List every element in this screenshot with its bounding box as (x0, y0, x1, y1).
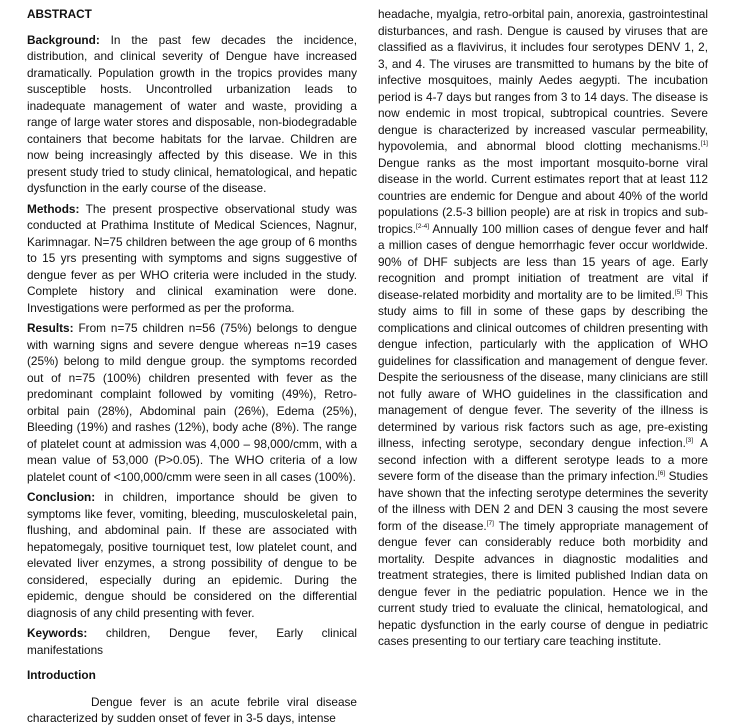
abstract-keywords (27, 625, 357, 658)
citation-6: [6] (657, 470, 666, 478)
results-label: Results: (27, 321, 74, 335)
introduction-paragraph-start: Dengue fever is an acute febrile viral disease characterized by sudden onset of fever in 3-5 days, intense (27, 694, 357, 725)
methods-text: The present prospective observational study was conducted at Prathima Institute of Medical Sciences, Nagnur, Karimnagar. N=75 children between the age group of 6 months to 15 yrs presenting with symptoms and signs suggestive of dengue fever as per WHO criteria were included in the study. Complete history and clinical examination were done. Investigations were performed as per the proforma. (27, 201, 357, 315)
intro-text-f: Studies have shown that the infecting serotype determines the severity of the illness with DEN 2 and DEN 3 causing the most severe form of the disease. (378, 469, 708, 533)
introduction-paragraph-continued (378, 6, 708, 650)
abstract-heading: ABSTRACT (27, 7, 92, 21)
intro-text-g: The timely appropriate management of dengue fever can considerably reduce both morbidity and mortality. Despite advances in diagnostic modalities and treatment strategies, there is limited published Indian data on dengue fever in the pediatric population. Hence we in the current study tried to evaluate the clinical, hematological, and hepatic dysfunction in the early course of dengue in pediatric cases presenting to our tertiary care teaching institute. (378, 518, 708, 648)
citation-1: [1] (700, 140, 708, 148)
intro-text-b: Dengue ranks as the most important mosquito-borne viral disease in the world. Current estimates report that at least 112 countries are endemic for Dengue and about 40% of the world populations (2.5-3 billion people) are at risk in tropics and sub-tropics. (378, 155, 708, 236)
keywords-text: children, Dengue fever, Early clinical manifestations (27, 626, 357, 657)
citation-5: [5] (674, 288, 683, 296)
methods-label: Methods: (27, 201, 80, 216)
intro-text-e: A second infection with a different serotype leads to a more severe form of the disease than the primary infection. (378, 436, 708, 483)
background-text: In the past few decades the incidence, distribution, and clinical severity of Dengue have increased dramatically. Population growth in the tropics provides many susceptible hosts. Uncontrolled urbanization leads to inadequate management of water and waste, providing a range of large water stores and disposable, non-biodegradable containers that become habitats for the larvae. Children are now being increasingly affected by this disease. We in this present study tried to study clinical, hematological, and hepatic dysfunction in the early course of the disease. (27, 32, 357, 195)
abstract-conclusion (27, 489, 357, 621)
background-label: Background: (27, 32, 100, 47)
left-column (27, 6, 357, 727)
intro-text-a: headache, myalgia, retro-orbital pain, anorexia, gastrointestinal disturbances, and rash. Dengue is caused by viruses that are classified as a flavivirus, it includes four serotypes DENV 1, 2, 3, and 4. The viruses are transmitted to humans by the bite of infective mosquitoes, mainly Aedes aegypti. The incubation period is 4-7 days but ranges from 3 to 14 days. The disease is now endemic in most tropical, subtropical countries. Severe dengue is characterized by increased vascular permeability, hypovolemia, and abnormal blood clotting mechanisms. (378, 7, 708, 153)
conclusion-label: Conclusion: (27, 490, 96, 504)
citation-3: [3] (685, 437, 694, 445)
intro-text-d: This study aims to fill in some of these gaps by describing the complications and clinical outcomes of children presenting with dengue infection, particularly with the application of WHO guidelines for classification and management of dengue fever. Despite the seriousness of the disease, many clinicians are still not fully aware of WHO guidelines in the classification and management of dengue fever. The severity of the illness is determined by various risk factors such as age, pre-existing illness, infecting serotype, secondary dengue infection. (378, 287, 708, 450)
introduction-heading: Introduction (27, 668, 96, 682)
keywords-label: Keywords: (27, 626, 88, 640)
right-column (378, 6, 708, 654)
citation-7: [7] (486, 519, 494, 527)
abstract-background (27, 32, 357, 197)
abstract-results (27, 320, 357, 485)
intro-text-c: Annually 100 million cases of dengue fever and half a million cases of dengue hemorrhagic fever occur worldwide. 90% of DHF subjects are less than 15 years of age. Early recognition and prompt initiation of treatment are vital if disease-related morbidity and mortality are to be limited. (378, 221, 708, 302)
results-text: From n=75 children n=56 (75%) belongs to dengue with warning signs and severe dengue whereas n=19 cases (25%) belong to mild dengue group. the symptoms recorded out of n=75 (100%) children presented with fever as the predominant complaint followed by vomiting (49%), Retro-orbital pain (28%), Abdominal pain (26%), Edema (25%), Bleeding (19%) and rashes (12%), body ache (8%). The range of platelet count at admission was 4,000 – 98,000/cmm, with a mean value of 53,000 (P>0.05). The WHO criteria of a low platelet count of <100,000/cmm were seen in all cases (100%). (27, 321, 357, 484)
abstract-methods (27, 201, 357, 317)
citation-2-4: [2-4] (416, 222, 430, 230)
conclusion-text: in children, importance should be given to symptoms like fever, vomiting, bleeding, musculoskeletal pain, flushing, and abdominal pain. If these are associated with hepatomegaly, positive tourniquet test, low platelet count, and elevated liver enzymes, a strong possibility of dengue to be considered, especially during an epidemic. During the epidemic, dengue should be considered on the differential diagnosis of any child presenting with fever. (27, 490, 357, 620)
